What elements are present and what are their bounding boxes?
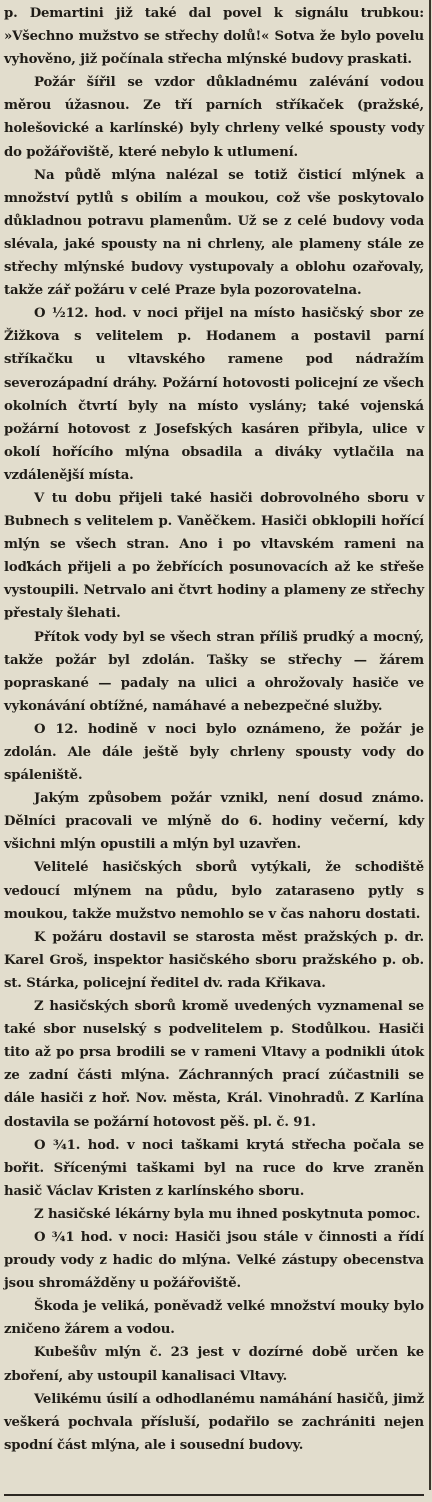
paragraph-6: Přítok vody byl se všech stran příliš prudký a mocný, takže požár byl zdolán. Tašky se střechy — žárem popraskané — padaly na ulici a ohrožovaly hasiče ve vykonávání obtížné, namáhavé a nebezpečné služby. bbox=[4, 629, 424, 714]
paragraph-16: Kubešův mlýn č. 23 jest v dozírné době určen ke zboření, aby ustoupil kanalisaci Vltavy. bbox=[4, 1345, 424, 1384]
paragraph-11: Z hasičských sborů kromě uvedených vyznamenal se také sbor nuselský s podvelitelem p. Stodůlkou. Hasiči tito až po prsa brodili se v rameni Vltavy a podnikli útok ze zadní části mlýna. Záchranných prací zúčastnili se dále hasiči z hoř. Nov. města, Král. Vinohradů. Z Karlína dostavila se požární hotovost pěš. pl. č. 91. bbox=[4, 999, 424, 1130]
column-divider-rule bbox=[429, 0, 431, 1490]
paragraph-10: K požáru dostavil se starosta měst pražských p. dr. Karel Groš, inspektor hasičského sboru pražského p. ob. st. Stárka, policejní ředitel dv. rada Křikava. bbox=[4, 929, 424, 991]
article-column bbox=[4, 2, 424, 1457]
paragraph-13: Z hasičské lékárny byla mu ihned poskytnuta pomoc. bbox=[34, 1206, 421, 1222]
paragraph-17: Velikému úsilí a odhodlanému namáhání hasičů, jimž veškerá pochvala přísluší, podařilo se zachrániti nejen spodní část mlýna, ale i sousední budovy. bbox=[4, 1391, 424, 1453]
paragraph-7: O 12. hodině v noci bylo oznámeno, že požár je zdolán. Ale dále ještě byly chrleny spousty vody do spáleniště. bbox=[4, 721, 424, 784]
paragraph-1: p. Demartini již také dal povel k signálu trubkou: »Všechno mužstvo se střechy dolů!« Sotva že bylo povelu vyhověno, již počínala střecha mlýnské budovy praskati. bbox=[4, 6, 424, 68]
paragraph-8: Jakým způsobem požár vznikl, není dosud známo. Dělníci pracovali ve mlýně do 6. hodiny večerní, kdy všichni mlýn opustili a mlýn byl uzavřen. bbox=[4, 791, 424, 853]
paragraph-9: Velitelé hasičských sborů vytýkali, že schodiště vedoucí mlýnem na půdu, bylo zataraseno pytly s moukou, takže mužstvo nemohlo se v čas nahoru dostati. bbox=[4, 860, 424, 922]
paragraph-14: O ¾1 hod. v noci: Hasiči jsou stále v činnosti a řídí proudy vody z hadic do mlýna. Velké zástupy obecenstva jsou shromážděny u požářoviště. bbox=[4, 1229, 424, 1292]
article-end-rule bbox=[4, 1494, 424, 1496]
paragraph-3: Na půdě mlýna nalézal se totiž čisticí mlýnek a množství pytlů s obilím a moukou, což vše poskytovalo důkladnou potravu plamenům. Už se z celé budovy voda slévala, jaké spousty na ni chrleny, ale plameny stále ze střechy mlýnské budovy vystupovaly a oblohu ozařovaly, takže zář požáru v celé Praze byla pozorovatelna. bbox=[4, 167, 424, 299]
paragraph-12: O ¾1. hod. v noci taškami krytá střecha počala se bořit. Sřícenými taškami byl na ruce do krve zraněn hasič Václav Kristen z karlínského sboru. bbox=[4, 1137, 424, 1199]
paragraph-5: V tu dobu přijeli také hasiči dobrovolného sboru v Bubnech s velitelem p. Vaněčkem. Hasiči obklopili hořící mlýn se všech stran. Ano i po vltavském rameni na loďkách přijeli a po žebřících posunovacích až ke střeše vystoupili. Netrvalo ani čtvrt hodiny a plameny ze střechy přestaly šlehati. bbox=[4, 490, 424, 622]
paragraph-4: O ½12. hod. v noci přijel na místo hasičský sbor ze Žižkova s velitelem p. Hodanem a postavil parní stříkačku u vltavského ramene pod nádražím severozápadní dráhy. Požární hotovosti policejní ze všech okolních čtvrtí byly na místo vyslány; také vojenská požární hotovost z Josefských kasáren přibyla, ulice v okolí hořícího mlýna obsadila a diváky vytlačila na vzdálenější místa. bbox=[4, 306, 424, 483]
paragraph-2: Požár šířil se vzdor důkladnému zalévání vodou měrou úžasnou. Ze tří parních stříkaček (pražské, holešovické a karlínské) byly chrleny velké spousty vody do požářoviště, které nebylo k utlumení. bbox=[4, 75, 424, 160]
paragraph-15: Škoda je veliká, poněvadž velké množství mouky bylo zničeno žárem a vodou. bbox=[4, 1299, 424, 1338]
